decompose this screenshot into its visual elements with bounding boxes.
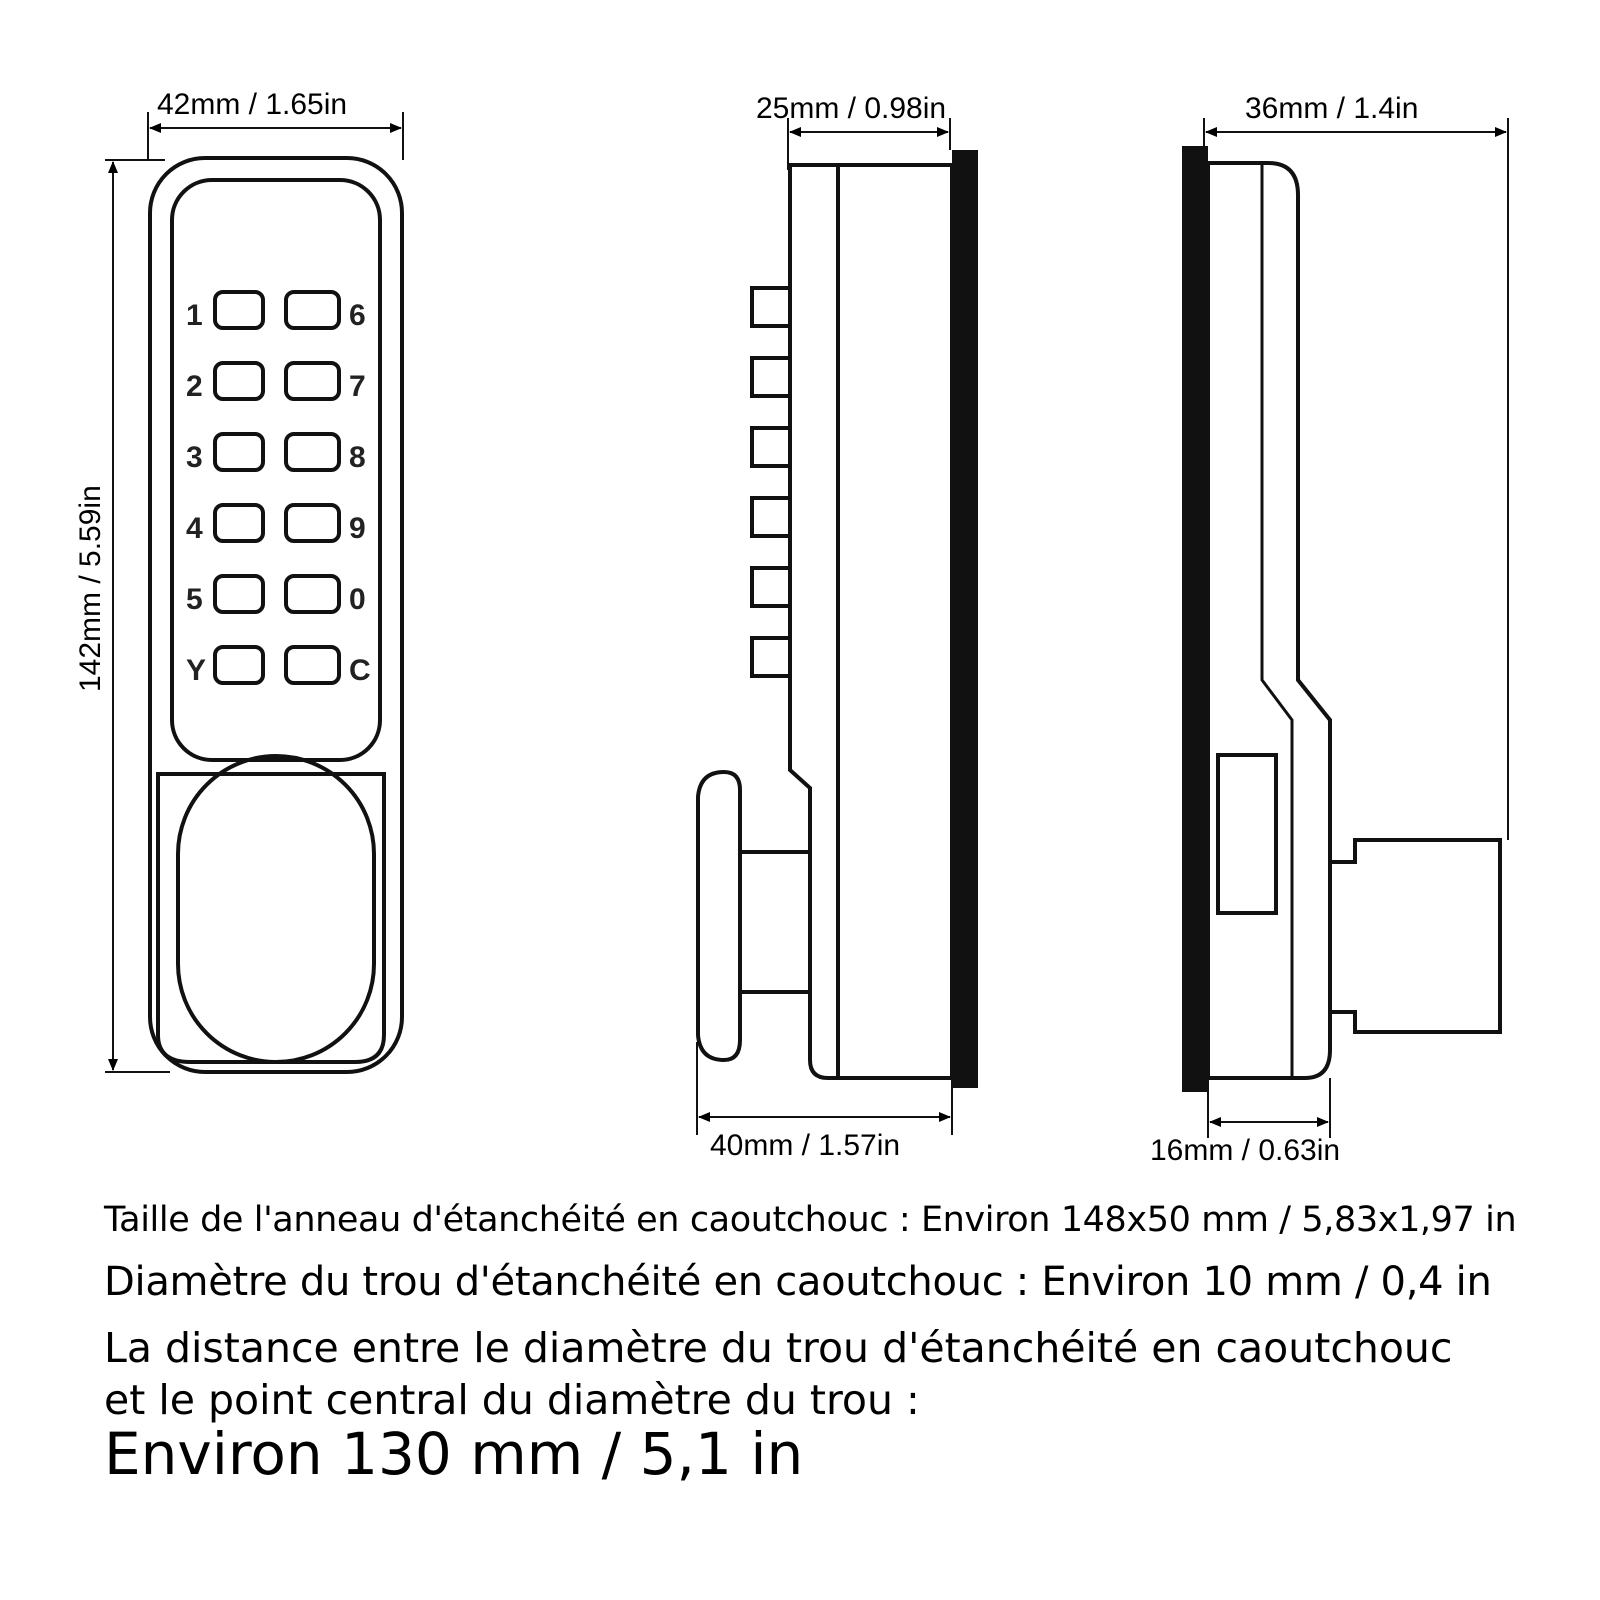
back-body-outline (1208, 163, 1330, 1078)
side-view (697, 118, 978, 1135)
side-key-button (752, 428, 790, 466)
key-button-y (215, 647, 263, 683)
key-label-left: Y (186, 654, 207, 687)
back-depth-bottom-label: 16mm / 0.63in (1150, 1134, 1341, 1167)
key-button-6 (286, 292, 339, 328)
side-key-button (752, 358, 790, 396)
key-button-8 (286, 434, 339, 470)
back-body-edge (1262, 163, 1292, 1078)
back-latch-window (1218, 755, 1276, 913)
key-button-4 (215, 505, 263, 541)
key-label-right: 8 (349, 441, 366, 474)
keypad-labels (186, 299, 371, 687)
back-depth-top-label: 36mm / 1.4in (1245, 92, 1419, 125)
key-button-1 (215, 292, 263, 328)
key-label-left: 5 (186, 583, 203, 616)
key-label-right: C (349, 654, 371, 687)
rubber-gasket (952, 150, 978, 1088)
key-label-right: 6 (349, 299, 366, 332)
key-label-left: 2 (186, 370, 203, 403)
ring-size-note: Taille de l'anneau d'étanchéité en caoutchouc : Environ 148x50 mm / 5,83x1,97 in (104, 1200, 1517, 1240)
key-label-left: 4 (186, 512, 203, 545)
knob-outline (178, 756, 374, 1062)
distance-label-note: La distance entre le diamètre du trou d'étanchéité en caoutchouc et le point central du diamètre du trou : (104, 1324, 1453, 1424)
key-button-5 (215, 576, 263, 612)
key-label-left: 3 (186, 441, 203, 474)
latch-cam (1330, 840, 1500, 1032)
key-button-9 (286, 505, 339, 541)
key-label-left: 1 (186, 299, 203, 332)
key-button-0 (286, 576, 339, 612)
handle-plate (158, 774, 384, 1062)
side-depth-top-label: 25mm / 0.98in (756, 92, 947, 125)
side-key-button (752, 638, 790, 676)
key-label-right: 0 (349, 583, 366, 616)
back-view (1182, 118, 1508, 1138)
side-body-outline (790, 165, 952, 1078)
key-button-3 (215, 434, 263, 470)
front-height-label: 142mm / 5.59in (74, 485, 107, 692)
side-key-button (752, 568, 790, 606)
keypad-buttons (215, 292, 339, 683)
key-label-right: 7 (349, 370, 366, 403)
key-button-c (286, 647, 339, 683)
front-width-label: 42mm / 1.65in (157, 88, 348, 121)
knob-shaft (740, 852, 810, 992)
distance-value-note: Environ 130 mm / 5,1 in (104, 1420, 804, 1488)
key-button-7 (286, 363, 339, 399)
side-knob (698, 772, 740, 1060)
side-depth-bottom-label: 40mm / 1.57in (710, 1129, 901, 1162)
key-label-right: 9 (349, 512, 366, 545)
key-button-2 (215, 363, 263, 399)
back-rubber-gasket (1182, 146, 1208, 1092)
hole-diameter-note: Diamètre du trou d'étanchéité en caoutchouc : Environ 10 mm / 0,4 in (104, 1259, 1492, 1305)
side-key-button (752, 498, 790, 536)
side-key-button (752, 288, 790, 326)
